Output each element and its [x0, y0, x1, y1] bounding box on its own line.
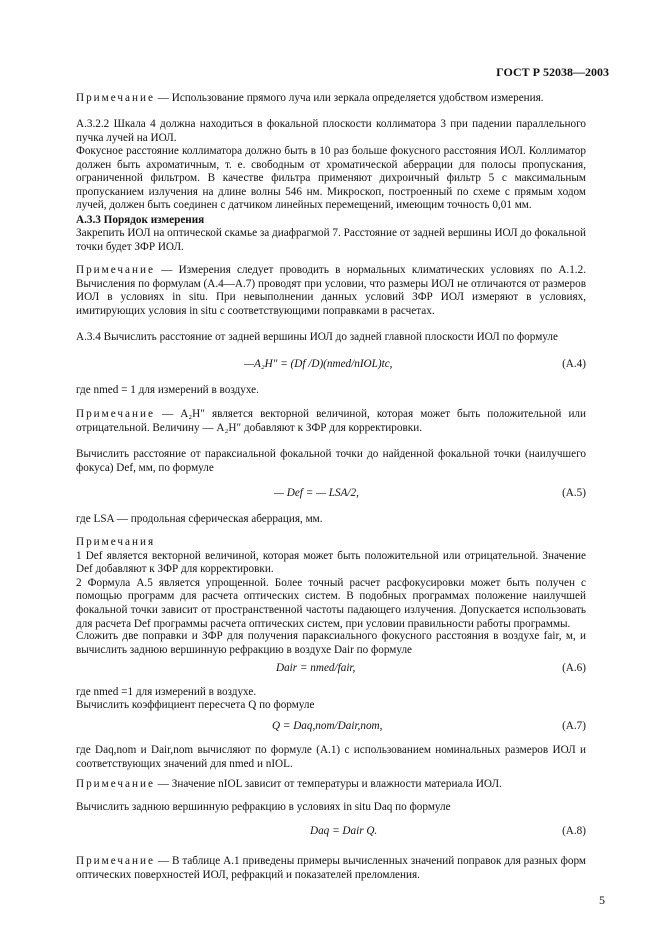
page-number: 5 — [599, 893, 605, 907]
paragraph-a322: A.3.2.2 Шкала 4 должна находиться в фокальной плоскости коллиматора 3 при падении параллельного пучка лучей на ИОЛ. — [76, 118, 586, 144]
standard-header: ГОСТ Р 52038—2003 — [496, 65, 609, 79]
note-5: Примечание — В таблице A.1 приведены примеры вычисленных значений поправок для разных форм оптических поверхностей ИОЛ, рефракций и показателей преломления. — [76, 855, 586, 881]
where-a4: где nmed = 1 для измерений в воздухе. — [76, 384, 259, 396]
paragraph-fix: Закрепить ИОЛ на оптической скамье за диафрагмой 7. Расстояние от задней вершины ИОЛ до фокальной точки будет ЗФР ИОЛ. — [76, 227, 586, 253]
paragraph-focus: Фокусное расстояние коллиматора должно быть в 10 раз больше фокусного расстояния ИОЛ. Коллиматор должен быть ахроматичным, т. е. свободным от хроматической аберрации для полосы пропускания, ограниченной фильтром. В качестве фильтра применяют дихроичный фильтр 5 с максимальным пропусканием излучения на длине волны 546 нм. Микроскоп, построенный по схеме с прямым ходом лучей, должен быть соединен с датчиком линейных перемещений, имеющим точность 0,01 мм. — [76, 145, 586, 212]
equation-a6: Dair = nmed/fair, (A.6) — [276, 662, 586, 674]
section-a33-title: A.3.3 Порядок измерения — [76, 214, 205, 226]
paragraph-paraxial: Вычислить расстояние от параксиальной фокальной точки до найденной фокальной точки (наилучшего фокуса) Def, мм, по формуле — [76, 448, 586, 474]
note-2: Примечание — Измерения следует проводить в нормальных климатических условиях по A.1.2. Вычисления по формулам (A.4—A.7) проводят при условии, что размеры ИОЛ не отличаются от размеров ИОЛ в условиях in situ. При невыполнении данных условий ЗФР ИОЛ измеряют в условиях, имитирующих условия in situ с соответствующими поправками в расчетах. — [76, 264, 586, 317]
paragraph-insitu: Вычислить заднюю вершинную рефракцию в условиях in situ Daq по формуле — [76, 801, 451, 813]
paragraph-a334: A.3.4 Вычислить расстояние от задней вершины ИОЛ до задней главной плоскости ИОЛ по формуле — [76, 331, 558, 343]
paragraph-coefficient: Вычислить коэффициент пересчета Q по формуле — [76, 699, 315, 711]
note-4: Примечание — Значение nIOL зависит от температуры и влажности материала ИОЛ. — [76, 778, 502, 790]
equation-a5: — Def = — LSA/2, (A.5) — [274, 487, 586, 499]
equation-a4: —A₂H″ = (Df /D)(nmed/nIOL)tc, (A.4) — [244, 358, 586, 370]
equation-a8: Daq = Dair Q. (A.8) — [310, 825, 586, 837]
note-1: Примечание — Использование прямого луча или зеркала определяется удобством измерения. — [76, 92, 544, 104]
equation-a7: Q = Daq,nom/Dair,nom, (A.7) — [272, 720, 586, 732]
where-a5: где LSA — продольная сферическая аберрация, мм. — [76, 513, 323, 525]
paragraph-sum: Сложить две поправки и ЗФР для получения параксиального фокусного расстояния в воздухе fair, м, и вычислить заднюю вершинную рефракцию в воздухе Dair по формуле — [76, 630, 586, 656]
note-3: Примечание — A₂H″ является векторной величиной, которая может быть положительной или отрицательной. Величину — A₂H″ добавляют к ЗФР для корректировки. — [76, 408, 586, 434]
where-a6: где nmed =1 для измерений в воздухе. — [76, 686, 257, 698]
notes-section: Примечания 1 Def является векторной величиной, которая может быть положительной или отрицательной. Значение Def добавляют к ЗФР для корректировки. 2 Формула A.5 является упрощенной. Более точный расчет расфокусировки может быть получен с помощью программ для расчета оптических систем. В подобных программах положение наилучшей фокальной точки зависит от пространственной частоты падающего излучения. Допускается использовать для расчета Def программы расчета оптических систем, при условии правильности работы программы. — [76, 536, 586, 630]
where-a7: где Daq,nom и Dair,nom вычисляют по формуле (A.1) с использованием номинальных размеров ИОЛ и соответствующих значений для nmed и nIOL. — [76, 744, 586, 770]
